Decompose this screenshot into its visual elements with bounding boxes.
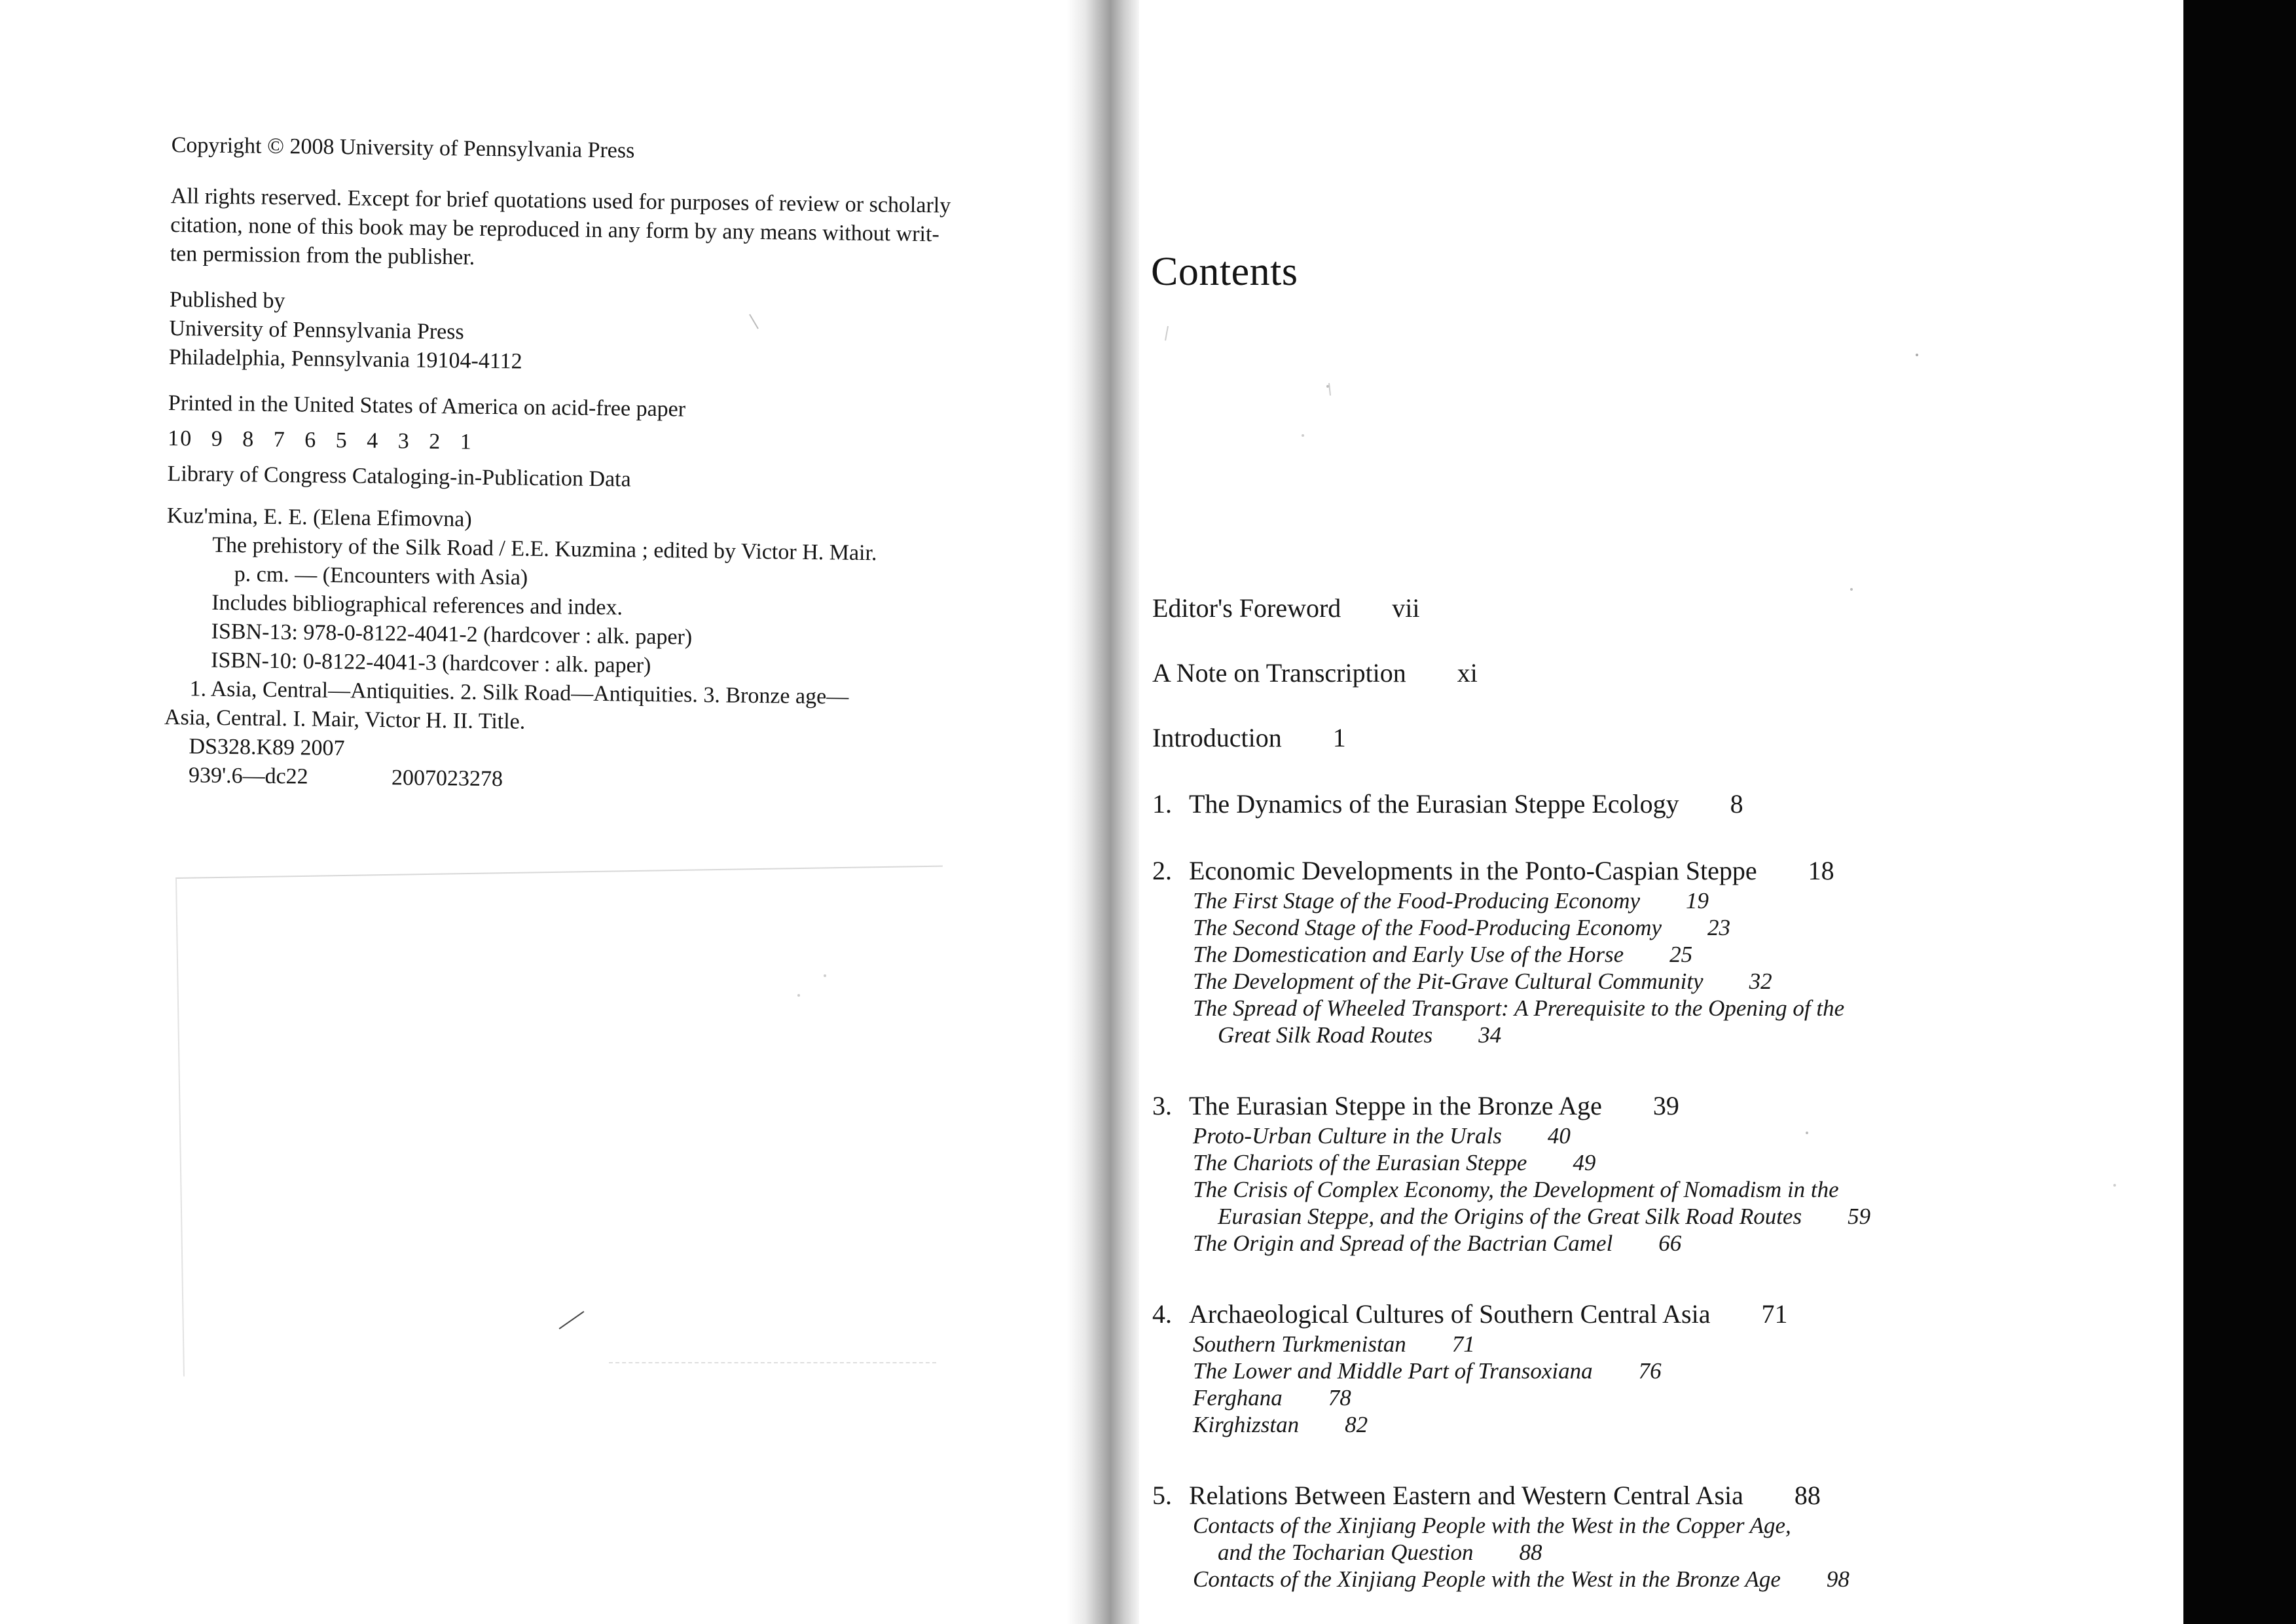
contents-title: Contents (1151, 249, 1298, 294)
printed-statement: Printed in the United States of America on acid-free paper (168, 390, 686, 422)
section-title: Southern Turkmenistan (1193, 1331, 1406, 1357)
toc-page-number: 71 (1451, 1331, 1475, 1357)
section-title: Contacts of the Xinjiang People with the West in the Copper Age, (1193, 1513, 1791, 1538)
cip-call-number: DS328.K89 2007 (189, 734, 345, 761)
toc-section-continued (1152, 1539, 2174, 1566)
rights-statement (170, 182, 1061, 280)
publisher-name: University of Pennsylvania Press (169, 316, 464, 344)
toc-page-number: 34 (1478, 1022, 1502, 1048)
section-title: Kirghizstan (1193, 1412, 1300, 1437)
published-by-line: Published by (169, 287, 285, 314)
box-bottom-edge (609, 1362, 936, 1363)
toc-page-number: xi (1457, 658, 1478, 688)
blank-box-outline (175, 866, 951, 1376)
toc-page-number: 88 (1794, 1481, 1821, 1510)
toc-page-number: 1 (1332, 723, 1346, 752)
toc-page-number: 82 (1345, 1412, 1368, 1437)
chapter-title: Archaeological Cultures of Southern Central Asia (1189, 1299, 1711, 1329)
toc-page-number: 18 (1808, 856, 1834, 885)
toc-front-matter-item (1152, 657, 2174, 688)
section-title: The First Stage of the Food-Producing Economy (1193, 888, 1641, 913)
cip-author: Kuz'mina, E. E. (Elena Efimovna) (166, 503, 472, 532)
toc-section (1152, 1149, 2174, 1176)
toc-page-number: 59 (1848, 1204, 1871, 1229)
toc-section (1152, 1176, 2174, 1203)
section-title: Proto-Urban Culture in the Urals (1193, 1123, 1502, 1149)
toc-section (1152, 968, 2174, 995)
section-title: The Spread of Wheeled Transport: A Prerequisite to the Opening of the (1193, 995, 1845, 1021)
toc-page-number: 23 (1707, 915, 1731, 940)
toc-page-number: 49 (1573, 1150, 1596, 1175)
chapter-number: 2. (1152, 856, 1172, 885)
toc-page-number: 32 (1749, 969, 1772, 994)
toc-page-number: 98 (1826, 1566, 1850, 1592)
cip-record (164, 502, 1057, 801)
toc-page-number: 39 (1652, 1091, 1679, 1120)
section-title: The Second Stage of the Food-Producing Economy (1193, 915, 1662, 940)
toc-front-matter-item (1152, 593, 2174, 623)
section-title: The Crisis of Complex Economy, the Development of Nomadism in the (1193, 1177, 1839, 1202)
toc-page-number: 71 (1761, 1299, 1788, 1329)
section-title: The Domestication and Early Use of the Horse (1193, 942, 1624, 967)
section-title: Eurasian Steppe, and the Origins of the Great Silk Road Routes (1218, 1204, 1802, 1229)
toc-page-number: 78 (1328, 1385, 1351, 1411)
section-title: Contacts of the Xinjiang People with the West in the Bronze Age (1193, 1566, 1781, 1592)
cip-isbn13: ISBN-13: 978-0-8122-4041-2 (hardcover : alk. paper) (211, 619, 693, 650)
toc-section (1152, 1566, 2174, 1593)
cip-bibliography: Includes bibliographical references and index. (211, 590, 623, 620)
rights-line: citation, none of this book may be reproduced in any form by any means without writ- (170, 212, 940, 247)
chapter-title: Relations Between Eastern and Western Central Asia (1189, 1481, 1743, 1510)
chapter-title: The Eurasian Steppe in the Bronze Age (1189, 1091, 1602, 1120)
copyright-page (0, 0, 1080, 1624)
cip-subjects: 1. Asia, Central—Antiquities. 2. Silk Road—Antiquities. 3. Bronze age— (189, 676, 849, 709)
toc-page-number: 66 (1658, 1230, 1682, 1256)
toc-page-number: 8 (1730, 789, 1743, 819)
book-gutter (1067, 0, 1139, 1624)
rights-line: All rights reserved. Except for brief quotations used for purposes of review or scholarly (170, 183, 951, 218)
rights-line: ten permission from the publisher. (170, 241, 475, 270)
toc-page-number: 19 (1686, 888, 1709, 913)
toc-chapter (1152, 1090, 2174, 1121)
print-numbers: 10 9 8 7 6 5 4 3 2 1 (168, 426, 473, 454)
cip-lccn: 2007023278 (391, 766, 503, 792)
chapter-title: The Dynamics of the Eurasian Steppe Ecology (1189, 789, 1679, 819)
copyright-text-block (164, 131, 1062, 801)
toc-entry-title: Introduction (1152, 723, 1282, 752)
toc-page-number: vii (1392, 593, 1420, 623)
publisher-address: Philadelphia, Pennsylvania 19104-4112 (168, 344, 522, 374)
toc-section (1152, 941, 2174, 968)
toc-section (1152, 1230, 2174, 1257)
toc-chapter (1152, 1480, 2174, 1511)
toc-chapter (1152, 1299, 2174, 1329)
toc-section (1152, 995, 2174, 1022)
toc-section (1152, 1122, 2174, 1149)
cip-isbn10: ISBN-10: 0-8122-4041-3 (hardcover : alk. paper) (210, 648, 651, 678)
cip-heading: Library of Congress Cataloging-in-Publication Data (167, 461, 631, 492)
cip-subjects-cont: Asia, Central. I. Mair, Victor H. II. Title. (164, 705, 526, 734)
toc-section (1152, 1357, 2174, 1384)
chapter-number: 4. (1152, 1299, 1172, 1329)
cip-pages: p. cm. — (Encounters with Asia) (234, 562, 528, 590)
toc-section (1152, 1331, 2174, 1357)
toc-page-number: 76 (1638, 1358, 1662, 1384)
section-title: The Chariots of the Eurasian Steppe (1193, 1150, 1527, 1175)
toc-chapter (1152, 788, 2174, 819)
section-title: The Origin and Spread of the Bactrian Camel (1193, 1230, 1613, 1256)
chapter-number: 1. (1152, 789, 1172, 819)
table-of-contents (1152, 593, 2174, 1593)
toc-page-number: 40 (1547, 1123, 1571, 1149)
toc-section (1152, 1384, 2174, 1411)
toc-entry-title: A Note on Transcription (1152, 658, 1406, 688)
toc-section (1152, 1512, 2174, 1539)
toc-section (1152, 887, 2174, 914)
section-title: Ferghana (1193, 1385, 1283, 1411)
toc-section (1152, 914, 2174, 941)
toc-chapter (1152, 855, 2174, 886)
toc-front-matter-item (1152, 722, 2174, 753)
toc-page-number: 25 (1669, 942, 1693, 967)
cip-dewey: 939'.6—dc22 (188, 763, 308, 789)
copyright-line: Copyright © 2008 University of Pennsylvania Press (171, 132, 635, 163)
cip-title: The prehistory of the Silk Road / E.E. Kuzmina ; edited by Victor H. Mair. (212, 532, 877, 566)
section-title: Great Silk Road Routes (1218, 1022, 1433, 1048)
scan-edge-shadow (2183, 0, 2296, 1624)
section-title: and the Tocharian Question (1218, 1540, 1474, 1565)
chapter-number: 3. (1152, 1091, 1172, 1120)
toc-section-continued (1152, 1022, 2174, 1048)
toc-entry-title: Editor's Foreword (1152, 593, 1341, 623)
toc-section-continued (1152, 1203, 2174, 1230)
toc-page-number: 88 (1519, 1540, 1542, 1565)
section-title: The Development of the Pit-Grave Cultural Community (1193, 969, 1704, 994)
section-title: The Lower and Middle Part of Transoxiana (1193, 1358, 1593, 1384)
chapter-number: 5. (1152, 1481, 1172, 1510)
toc-section (1152, 1411, 2174, 1438)
publisher-info (169, 286, 1061, 383)
chapter-title: Economic Developments in the Ponto-Caspian Steppe (1189, 856, 1757, 885)
